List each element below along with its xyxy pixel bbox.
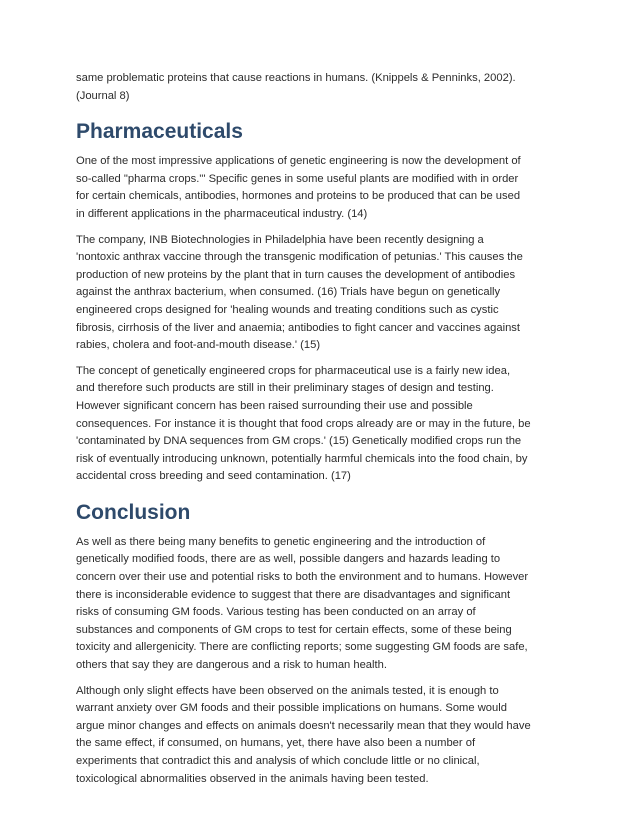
section-heading: Conclusion <box>76 500 191 524</box>
text-line: 'contaminated by DNA sequences from GM crops.' (15) Genetically modified crops run the <box>76 435 522 448</box>
text-line: Although only slight effects have been observed on the animals tested, it is enough to <box>76 684 499 697</box>
text-line: argue minor changes and effects on animals doesn't necessarily mean that they would have <box>76 719 531 732</box>
text-line: warrant anxiety over GM foods and their possible implications on humans. Some would <box>76 702 507 715</box>
paragraph <box>76 232 576 355</box>
intro-paragraph <box>76 70 576 105</box>
paragraph <box>76 153 576 223</box>
section-heading: Pharmaceuticals <box>76 120 243 144</box>
section-pharmaceuticals <box>76 119 576 486</box>
text-line: and therefore such products are still in their preliminary stages of design and testing. <box>76 382 494 395</box>
text-line: production of new proteins by the plant that in turn causes the development of antibodies <box>76 268 516 281</box>
text-line: risks of consuming GM foods. Various testing has been conducted on an array of <box>76 606 476 619</box>
text-line: engineered crops designed for 'healing wounds and treating conditions such as cystic <box>76 303 499 316</box>
text-line: However significant concern has been raised surrounding their use and possible <box>76 399 473 412</box>
text-line: The company, INB Biotechnologies in Philadelphia have been recently designing a <box>76 233 484 246</box>
text-line: against the anthrax bacterium, when consumed. (16) Trials have begun on genetically <box>76 286 501 299</box>
text-line: others that say they are dangerous and a risk to human health. <box>76 659 387 672</box>
text-line: The concept of genetically engineered crops for pharmaceutical use is a fairly new idea, <box>76 364 511 377</box>
text-line: (Journal 8) <box>76 89 130 102</box>
text-line: the same effect, if consumed, on humans, yet, there have also been a number of <box>76 737 476 750</box>
text-line: so-called "pharma crops."' Specific genes in some useful plants are modified with in order <box>76 172 519 185</box>
text-line: for certain chemicals, antibodies, hormones and proteins to be produced that can be used <box>76 190 521 203</box>
text-line: toxicological abnormalities observed in the animals having been tested. <box>76 772 429 785</box>
text-line: experiments that contradict this and analysis of which conclude little or no clinical, <box>76 755 480 767</box>
document-body <box>76 70 576 796</box>
text-line: genetically modified foods, there are as well, possible dangers and hazards leading to <box>76 553 501 566</box>
text-line: As well as there being many benefits to genetic engineering and the introduction of <box>76 535 486 548</box>
text-line: substances and components of GM crops to test for certain effects, some of these being <box>76 623 512 636</box>
text-line: in different applications in the pharmaceutical industry. (14) <box>76 207 368 220</box>
section-conclusion <box>76 500 576 788</box>
text-line: there is inconsiderable evidence to suggest that there are disadvantages and significant <box>76 588 511 601</box>
text-line: risk of eventually introducing unknown, potentially harmful chemicals into the food chain, by <box>76 452 528 465</box>
paragraph <box>76 683 576 789</box>
text-line: fibrosis, cirrhosis of the liver and anaemia; antibodies to fight cancer and vaccines against <box>76 321 521 334</box>
paragraph <box>76 363 576 486</box>
text-line: consequences. For instance it is thought that food crops already are or may in the future, be <box>76 417 531 430</box>
paragraph <box>76 534 576 675</box>
text-line: One of the most impressive applications of genetic engineering is now the development of <box>76 155 521 168</box>
text-line: concern over their use and potential risks to both the environment and to humans. However <box>76 571 529 584</box>
text-line: rabies, cholera and foot-and-mouth disease.' (15) <box>76 339 321 352</box>
text-line: 'nontoxic anthrax vaccine through the transgenic modification of petunias.' This causes the <box>76 251 523 264</box>
text-line: accidental cross breeding and seed contamination. (17) <box>76 470 351 483</box>
text-line: same problematic proteins that cause reactions in humans. (Knippels & Penninks, 2002). <box>76 72 516 84</box>
text-line: toxicity and allergenicity. There are conflicting reports; some suggesting GM foods are safe, <box>76 641 528 654</box>
